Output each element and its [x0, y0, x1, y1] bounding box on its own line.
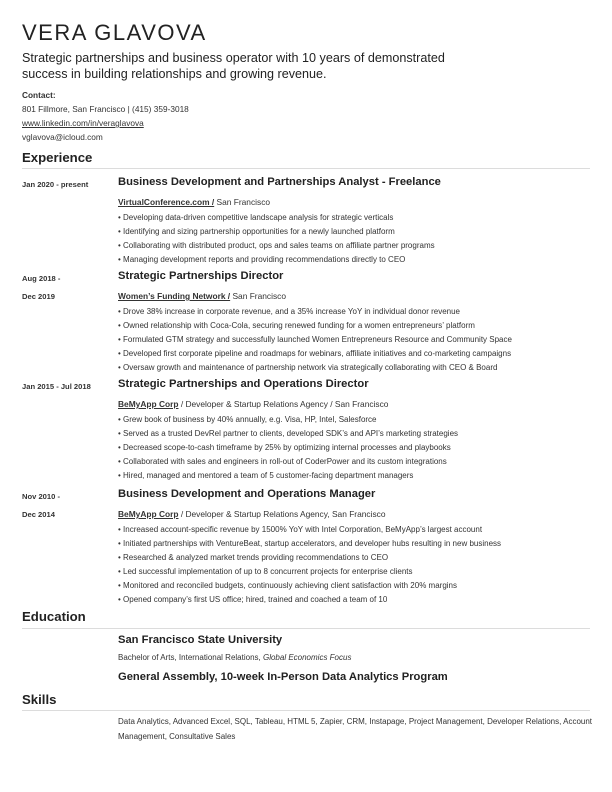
bullet-item: • Owned relationship with Coca-Cola, securing renewed funding for a women entrepreneurs’ platform [118, 321, 475, 331]
skills-list: Data Analytics, Advanced Excel, SQL, Tableau, HTML 5, Zapier, CRM, Instapage, Project Management, Developer Relations, Account Management, Consultative Sales [118, 717, 593, 741]
job-dates: Jan 2015 - Jul 2018 [22, 382, 91, 391]
job-company-line: Women’s Funding Network / San Francisco [118, 291, 286, 301]
bullet-item: • Developed first corporate pipeline and roadmaps for webinars, affiliate initiatives and co-marketing campaigns [118, 349, 512, 359]
company-link[interactable]: BeMyApp Corp [118, 399, 179, 409]
bullet-item: • Opened company’s first US office; hired, trained and coached a team of 10 [118, 595, 388, 605]
bullet-item: • Drove 38% increase in corporate revenue, and a 35% increase YoY in individual donor revenue [118, 307, 460, 316]
skills-divider [22, 710, 590, 711]
bullet-item: • Collaborating with distributed product, ops and sales teams on affiliate partner programs [118, 241, 435, 251]
job-title: Business Development and Partnerships Analyst - Freelance [118, 176, 441, 188]
company-link[interactable]: BeMyApp Corp [118, 509, 179, 519]
skills-heading: Skills [22, 692, 57, 707]
bullet-item: • Managing development reports and providing recommendations directly to CEO [118, 255, 406, 265]
linkedin-link[interactable]: www.linkedin.com/in/veraglavova [22, 118, 144, 128]
job-title: Business Development and Operations Manager [118, 488, 376, 500]
bullet-item: • Developing data-driven competitive landscape analysis for strategic verticals [118, 213, 394, 222]
bullet-item: • Formulated GTM strategy and successfully launched Women Entrepreneurs Resource and Community Space [118, 335, 512, 345]
degree-line: Bachelor of Arts, International Relations, Global Economics Focus [118, 653, 352, 662]
experience-heading: Experience [22, 150, 93, 165]
bullet-item: • Monitored and reconciled budgets, continuously achieving client satisfaction with 20% margins [118, 581, 457, 591]
bullet-item: • Oversaw growth and maintenance of partnership network via strategically collaborating with CEO & Board [118, 363, 498, 373]
job-bullets [118, 305, 512, 375]
address-phone: 801 Fillmore, San Francisco | (415) 359-3018 [22, 104, 189, 114]
program-name: General Assembly, 10-week In-Person Data Analytics Program [118, 671, 448, 683]
job-company-line: BeMyApp Corp / Developer & Startup Relations Agency / San Francisco [118, 399, 389, 409]
bullet-item: • Collaborated with sales and engineers in roll-out of CoderPower and its custom integrations [118, 457, 447, 467]
job-bullets [118, 211, 435, 267]
bullet-item: • Served as a trusted DevRel partner to clients, developed SDK’s and API’s marketing strategies [118, 429, 459, 439]
school-name: San Francisco State University [118, 634, 283, 646]
contact-block [22, 88, 189, 144]
contact-label: Contact: [22, 90, 56, 100]
bullet-item: • Decreased scope-to-cash timeframe by 25% by optimizing internal processes and playbooks [118, 443, 451, 453]
job-dates: Jan 2020 - present [22, 180, 89, 189]
bullet-item: • Led successful implementation of up to 8 concurrent projects for enterprise clients [118, 567, 413, 577]
experience-divider [22, 168, 590, 169]
job-bullets [118, 523, 501, 608]
job-dates: Nov 2010 - Dec 2014 [22, 492, 60, 519]
job-company-line: BeMyApp Corp / Developer & Startup Relations Agency, San Francisco [118, 509, 386, 519]
job-title: Strategic Partnerships and Operations Director [118, 378, 369, 390]
job-company-line: VirtualConference.com / San Francisco [118, 197, 271, 207]
company-link[interactable]: Women’s Funding Network / [118, 291, 231, 301]
job-title: Strategic Partnerships Director [118, 270, 284, 282]
bullet-item: • Initiated partnerships with VentureBeat, startup accelerators, and developer hubs resulting in new business [118, 539, 502, 549]
bullet-item: • Hired, managed and mentored a team of 5 customer-facing department managers [118, 471, 414, 481]
candidate-name: VERA GLAVOVA [22, 20, 207, 45]
bullet-item: • Researched & analyzed market trends providing recommendations to CEO [118, 553, 389, 563]
job-dates: Aug 2018 - Dec 2019 [22, 274, 61, 301]
education-divider [22, 628, 590, 629]
company-link[interactable]: VirtualConference.com / [118, 197, 215, 207]
job-bullets [118, 413, 458, 483]
email-text: vglavova@icloud.com [22, 132, 103, 142]
bullet-item: • Increased account-specific revenue by 1500% YoY with Intel Corporation, BeMyApp’s largest account [118, 525, 483, 534]
professional-summary: Strategic partnerships and business operator with 10 years of demonstrated success in building relationships and growing revenue. [22, 51, 445, 81]
degree-focus: Global Economics Focus [262, 653, 352, 662]
education-heading: Education [22, 609, 86, 624]
bullet-item: • Grew book of business by 40% annually, e.g. Visa, HP, Intel, Salesforce [118, 415, 377, 424]
bullet-item: • Identifying and sizing partnership opportunities for a newly launched platform [118, 227, 395, 237]
